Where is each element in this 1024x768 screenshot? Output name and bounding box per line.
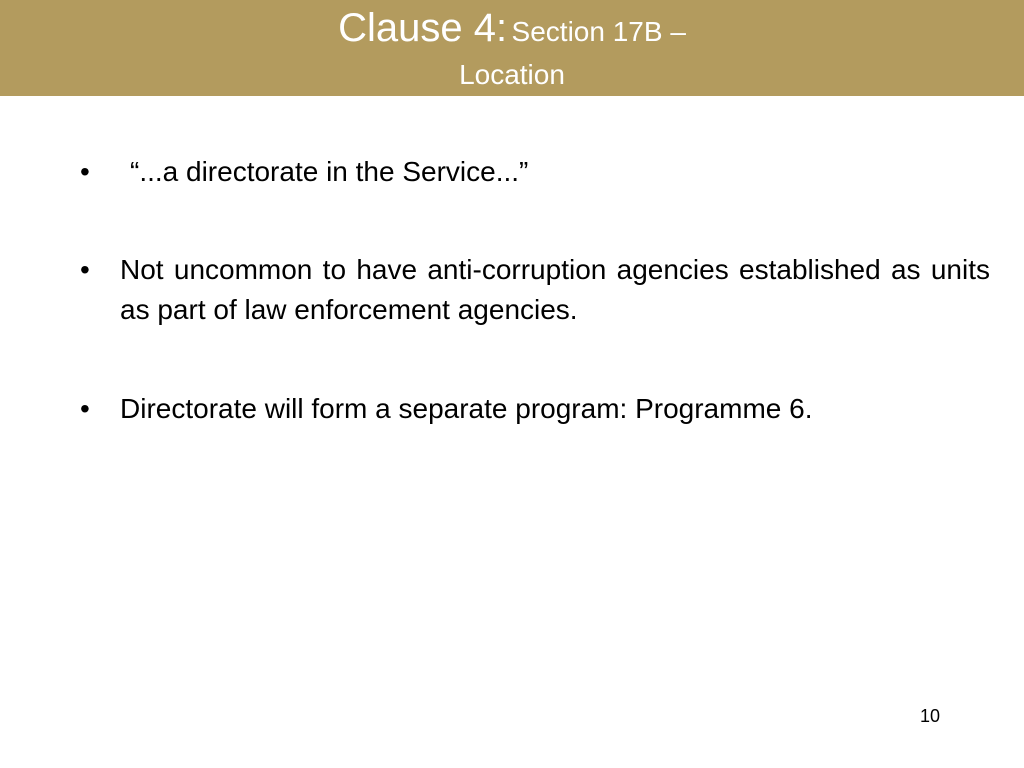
- slide-title: [0, 6, 1024, 50]
- slide-title-main: Clause 4:: [338, 6, 508, 50]
- bullet-text: Directorate will form a separate program: Programme 6.: [120, 393, 813, 424]
- bullet-text: “...a directorate in the Service...”: [130, 156, 529, 187]
- bullet-item: [80, 250, 990, 332]
- bullet-marker: •: [80, 156, 90, 187]
- bullet-item: [80, 152, 990, 192]
- page-number: 10: [919, 706, 940, 726]
- bullet-text: Not uncommon to have anti-corruption agencies established as units as part of law enforcement agencies.: [120, 254, 990, 325]
- bullet-marker: •: [80, 254, 90, 285]
- slide-title-sub: Section 17B –: [511, 16, 686, 47]
- slide-title-line2: Location: [459, 59, 565, 90]
- bullet-marker: •: [80, 393, 90, 424]
- bullet-item: [80, 389, 990, 429]
